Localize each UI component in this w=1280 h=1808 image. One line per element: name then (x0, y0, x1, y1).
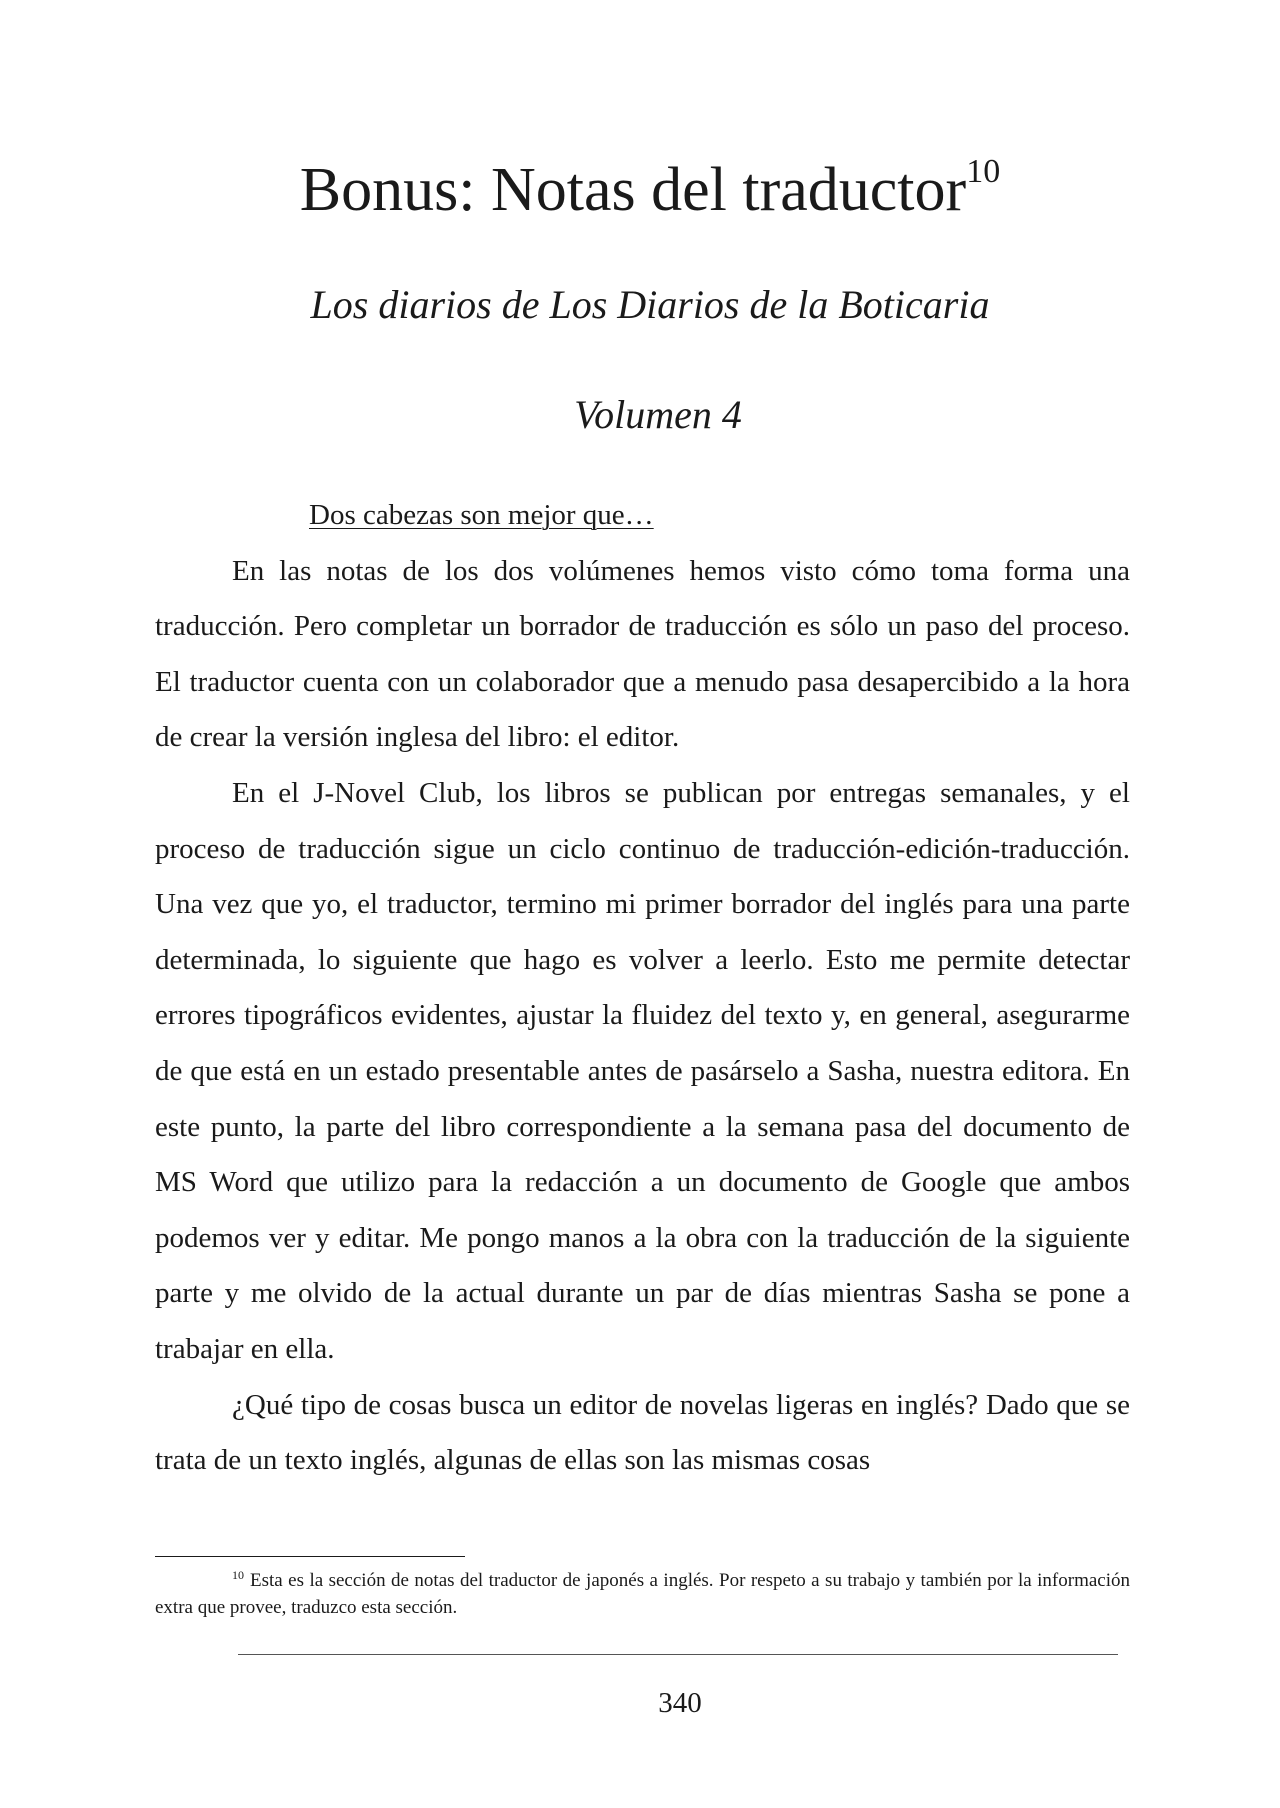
chapter-subtitle (0, 280, 1280, 330)
footnote (155, 1568, 1130, 1620)
chapter-title-text: Bonus: Notas del traductor (299, 156, 967, 224)
title-footnote-reference[interactable]: 10 (966, 153, 1001, 190)
chapter-subtitle-text: Los diarios de Los Diarios de la Boticaria (310, 282, 990, 327)
body-text (155, 488, 1130, 1489)
volume-label-text: Volumen 4 (574, 392, 742, 437)
page-number-text: 340 (658, 1687, 702, 1719)
footnote-text: Esta es la sección de notas del traductor de japonés a inglés. Por respeto a su trabajo y también por la información extra que provee, traduzco esta sección. (155, 1570, 1130, 1618)
paragraph: En las notas de los dos volúmenes hemos visto cómo toma forma una traducción. Pero completar un borrador de traducción es sólo un paso del proceso. El traductor cuenta con un colaborador que a menudo pasa desapercibido a la hora de crear la versión inglesa del libro: el editor. (155, 554, 1130, 754)
section-heading: Dos cabezas son mejor que… (309, 499, 654, 531)
chapter-title-text-wrapper (299, 153, 1001, 224)
paragraph: ¿Qué tipo de cosas busca un editor de novelas ligeras en inglés? Dado que se trata de un texto inglés, algunas de ellas son las mismas cosas (155, 1388, 1130, 1477)
volume-label (0, 390, 1280, 440)
page-number (0, 1685, 1280, 1721)
footer-divider (238, 1654, 1118, 1655)
paragraph: En el J-Novel Club, los libros se publican por entregas semanales, y el proceso de traducción sigue un ciclo continuo de traducción-edición-traducción. Una vez que yo, el traductor, termino mi primer borrador del inglés para una parte determinada, lo siguiente que hago es volver a leerlo. Esto me permite detectar errores tipográficos evidentes, ajustar la fluidez del texto y, en general, asegurarme de que está en un estado presentable antes de pasárselo a Sasha, nuestra editora. En este punto, la parte del libro correspondiente a la semana pasa del documento de MS Word que utilizo para la redacción a un documento de Google que ambos podemos ver y editar. Me pongo manos a la obra con la traducción de la siguiente parte y me olvido de la actual durante un par de días mientras Sasha se pone a trabajar en ella. (155, 776, 1130, 1365)
chapter-title (0, 150, 1280, 240)
footnote-divider (155, 1556, 465, 1557)
footnote-marker: 10 (232, 1568, 244, 1582)
